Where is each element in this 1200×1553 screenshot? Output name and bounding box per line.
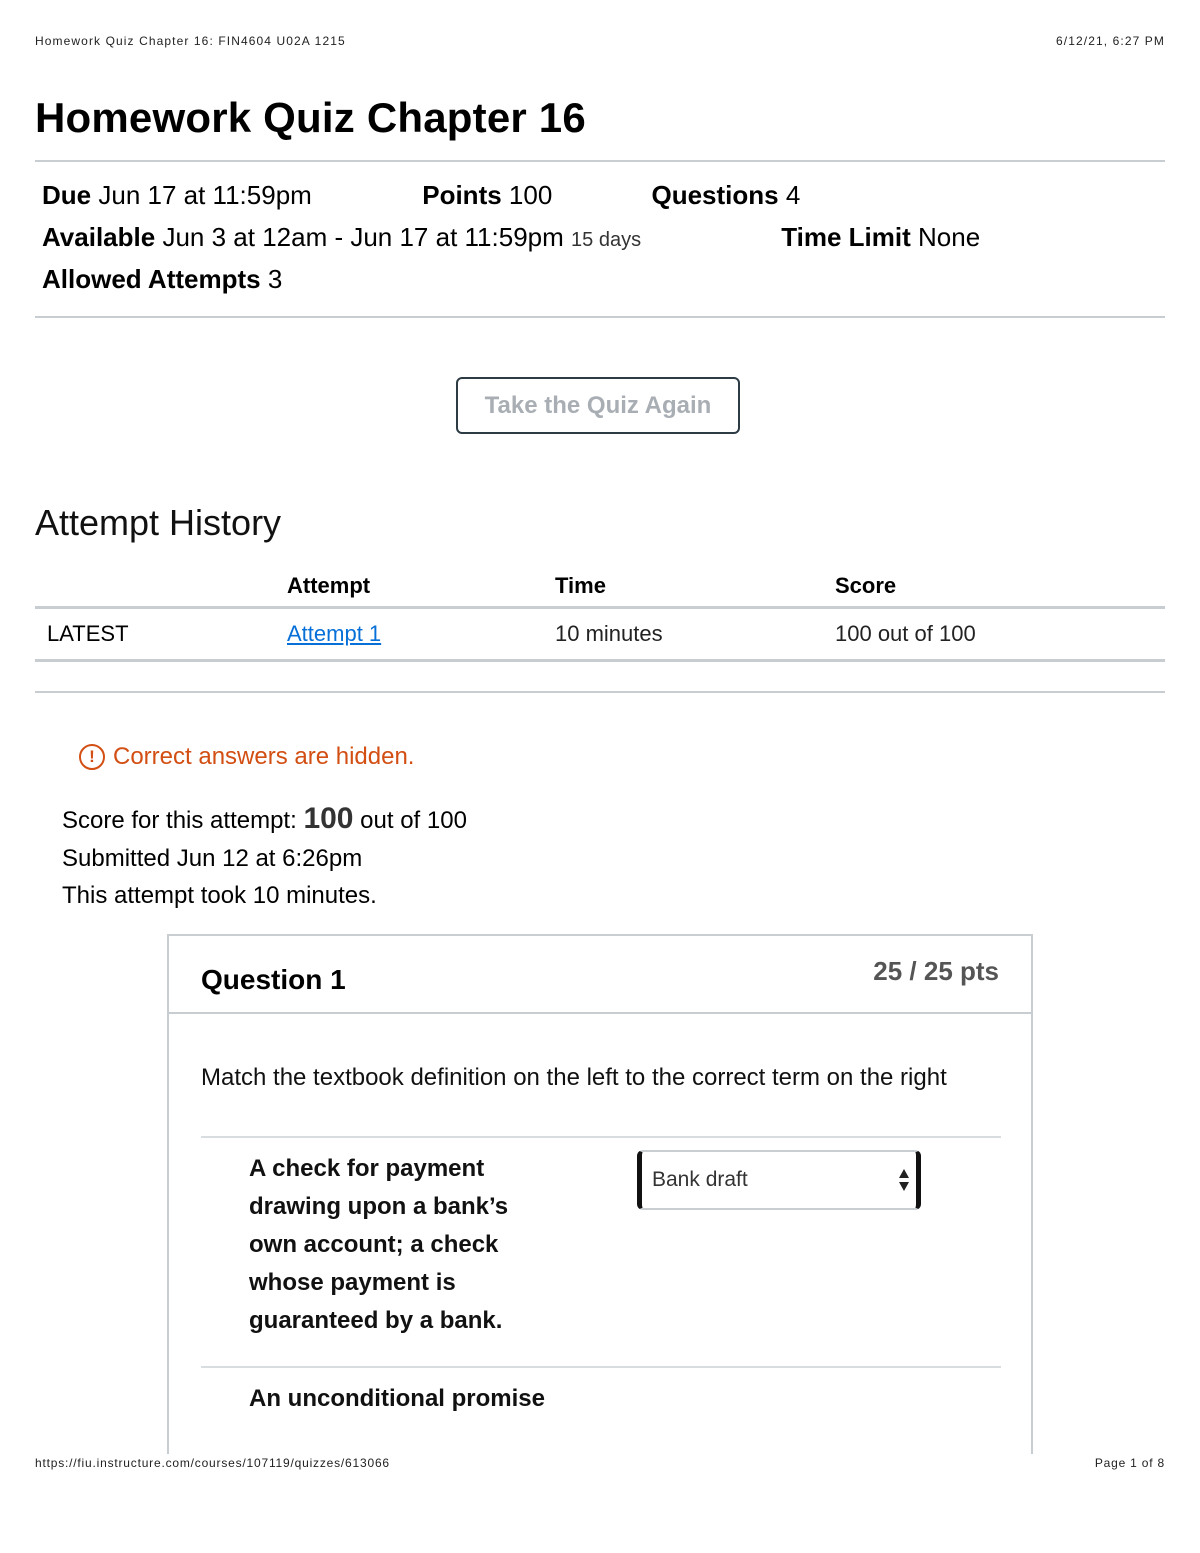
print-header xyxy=(35,34,1165,52)
points-info xyxy=(422,180,644,211)
score-value: 100 xyxy=(303,802,354,835)
definition-line: An unconditional promise xyxy=(249,1385,546,1412)
answer-divider xyxy=(201,1136,1001,1138)
questions-value: 4 xyxy=(785,180,801,210)
attempts-info xyxy=(42,264,282,295)
column-header-attempt: Attempt xyxy=(287,566,555,608)
points-label: Points xyxy=(422,180,502,210)
time-limit-value: None xyxy=(918,222,981,252)
print-footer xyxy=(35,1456,1165,1474)
attempts-label: Allowed Attempts xyxy=(42,264,261,294)
take-quiz-again-button[interactable]: Take the Quiz Again xyxy=(456,377,740,434)
points-value: 100 xyxy=(508,180,553,210)
quiz-meta-row-2 xyxy=(42,222,980,253)
divider xyxy=(35,160,1165,162)
time-limit-label: Time Limit xyxy=(781,222,911,252)
available-value: Jun 3 at 12am - Jun 17 at 11:59pm xyxy=(162,222,564,252)
match-definition xyxy=(249,1150,549,1340)
table-row xyxy=(35,608,1165,661)
question-header xyxy=(169,936,1031,1014)
notice-text: Correct answers are hidden. xyxy=(113,743,415,770)
attempt-1-link[interactable]: Attempt 1 xyxy=(287,621,382,646)
selected-term: Bank draft xyxy=(652,1168,748,1191)
column-header-score: Score xyxy=(835,566,1165,608)
time-limit-info xyxy=(781,222,980,253)
page-number: Page 1 of 8 xyxy=(1094,1456,1165,1470)
divider xyxy=(35,691,1165,693)
question-card xyxy=(167,934,1033,1454)
question-prompt: Match the textbook definition on the left to the correct term on the right xyxy=(201,1064,947,1091)
quiz-meta-row-1 xyxy=(42,180,800,211)
attempt-duration-text: This attempt took 10 minutes. xyxy=(62,882,377,909)
answers-hidden-notice xyxy=(79,743,414,771)
latest-tag: LATEST xyxy=(35,608,287,661)
print-header-timestamp: 6/12/21, 6:27 PM xyxy=(1056,34,1165,48)
attempt-history-table xyxy=(35,566,1165,662)
question-points: 25 / 25 pts xyxy=(873,956,999,986)
answer-divider xyxy=(201,1366,1001,1368)
score-cell: 100 out of 100 xyxy=(835,608,1165,661)
available-info xyxy=(42,222,774,253)
questions-info xyxy=(651,180,800,211)
due-value: Jun 17 at 11:59pm xyxy=(98,180,312,210)
score-prefix: Score for this attempt: xyxy=(62,807,297,834)
print-header-title: Homework Quiz Chapter 16: FIN4604 U02A 1215 xyxy=(35,34,346,48)
attempts-value: 3 xyxy=(267,264,283,294)
definition-line: guaranteed by a bank. xyxy=(249,1307,503,1334)
column-header-time: Time xyxy=(555,566,835,608)
definition-line: whose payment is xyxy=(249,1269,456,1296)
attempt-cell xyxy=(287,608,555,661)
page-title: Homework Quiz Chapter 16 xyxy=(35,94,586,141)
question-title: Question 1 xyxy=(201,964,346,995)
questions-label: Questions xyxy=(651,180,779,210)
definition-line: own account; a check xyxy=(249,1231,499,1258)
attempt-history-title: Attempt History xyxy=(35,502,282,543)
term-select[interactable] xyxy=(637,1150,921,1210)
time-cell: 10 minutes xyxy=(555,608,835,661)
divider xyxy=(35,316,1165,318)
due-label: Due xyxy=(42,180,92,210)
definition-line: drawing upon a bank’s xyxy=(249,1193,509,1220)
column-header xyxy=(35,566,287,608)
attempt-score xyxy=(62,802,467,836)
select-arrows-icon xyxy=(898,1166,910,1194)
match-definition xyxy=(249,1380,749,1418)
exclamation-circle-icon: ! xyxy=(79,744,105,770)
submitted-text: Submitted Jun 12 at 6:26pm xyxy=(62,845,363,872)
due-info xyxy=(42,180,415,211)
score-suffix: out of 100 xyxy=(360,807,467,834)
definition-line: A check for payment xyxy=(249,1155,485,1182)
quiz-meta-row-3 xyxy=(42,264,282,295)
page-url: https://fiu.instructure.com/courses/107119/quizzes/613066 xyxy=(35,1456,390,1470)
available-label: Available xyxy=(42,222,156,252)
table-header-row xyxy=(35,566,1165,608)
available-duration: 15 days xyxy=(571,229,642,251)
